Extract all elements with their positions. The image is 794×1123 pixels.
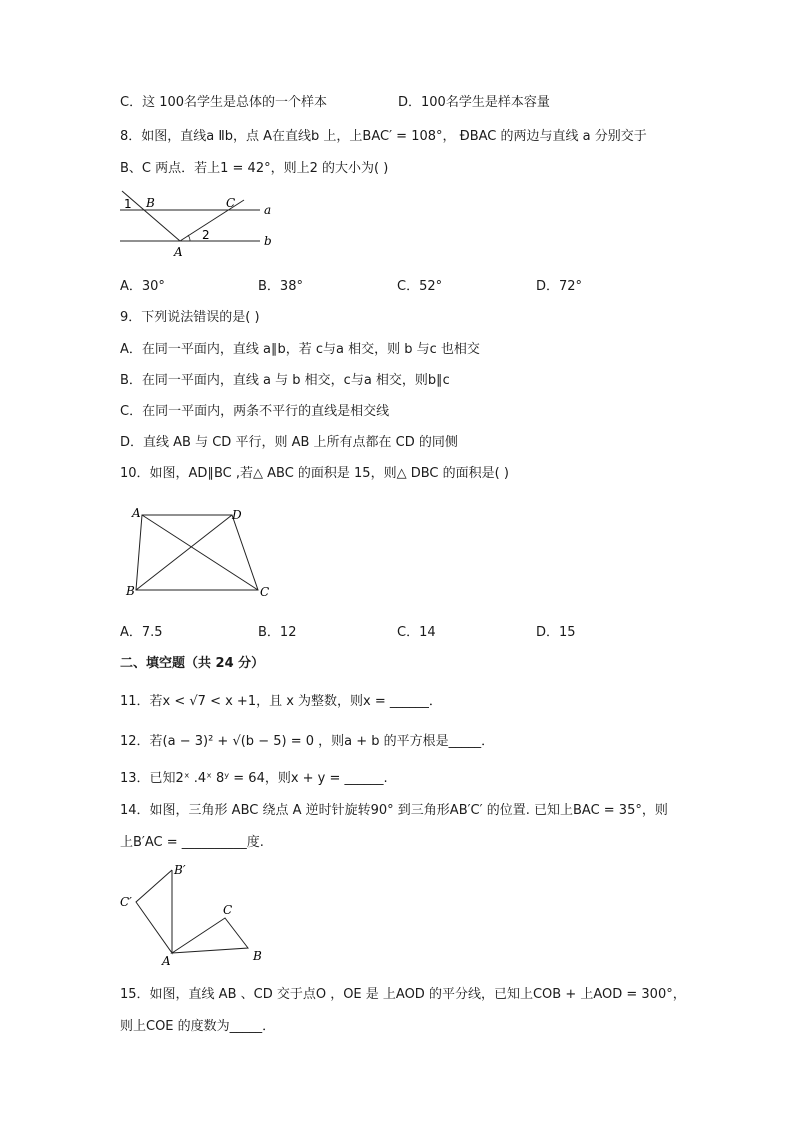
q8-option-b: B．38° [258,279,303,294]
q8-label-c: C [226,196,236,210]
q14-label-b-prime: B′ [174,863,186,877]
q8-option-d: D．72° [536,279,583,294]
q7-option-c: C．这 100名学生是总体的一个样本 [120,95,328,110]
q9-option-c: C．在同一平面内，两条不平行的直线是相交线 [120,404,390,419]
q14-label-b: B [253,949,262,963]
q8-option-c: C．52° [397,279,443,294]
q9-option-a: A．在同一平面内，直线 a∥b，若 c与a 相交，则 b 与c 也相交 [120,342,480,357]
q8-label-b: B [146,196,155,210]
q10-diagonal-ac [142,515,258,590]
q15-stem-line2: 则上COE 的度数为_____． [120,1019,276,1034]
q8-label-line-b: b [264,234,272,248]
q8-label-point-a: A [174,245,183,259]
q10-option-b: B．12 [258,625,297,640]
q14-stem-line2: 上B′AC = __________度. [120,835,264,850]
q12-stem: 12．若(a − 3)² + √(b − 5) = 0 ，则a + b 的平方根是_____． [120,734,495,749]
q9-stem: 9．下列说法错误的是( ) [120,310,260,325]
q10-option-a: A．7.5 [120,625,163,640]
q8-label-2: 2 [202,228,210,242]
q11-stem: 11．若x < √7 < x +1，且 x 为整数，则x = ______． [120,694,442,709]
q9-option-b: B．在同一平面内，直线 a 与 b 相交，c与a 相交，则b∥c [120,373,450,388]
q8-option-a: A．30° [120,279,165,294]
q10-label-d: D [232,508,242,522]
q7-option-d: D．100名学生是样本容量 [398,95,550,110]
q8-stem-line1: 8．如图，直线a Ⅱb，点 A在直线b 上，上BAC′ = 108°， ÐBAC 的两边与直线 a 分别交于 [120,129,647,144]
q10-option-c: C．14 [397,625,436,640]
q10-label-c: C [260,585,270,599]
q14-label-c: C [223,903,233,917]
q14-stem-line1: 14．如图，三角形 ABC 绕点 A 逆时针旋转90° 到三角形AB′C′ 的位置. 已知上BAC = 35°，则 [120,803,668,818]
q14-triangle-abc-prime [136,870,172,953]
q14-triangle-abc [172,918,248,953]
q8-angle2-arc [188,235,190,241]
q8-stem-line2: B、C 两点．若上1 = 42°，则上2 的大小为( ) [120,161,389,176]
q10-label-a: A [132,506,141,520]
q8-figure [112,188,282,260]
q8-label-1: 1 [124,197,132,211]
q14-label-a: A [162,954,171,968]
q14-label-c-prime: C′ [120,895,132,909]
q10-option-d: D．15 [536,625,576,640]
q9-option-d: D．直线 AB 与 CD 平行，则 AB 上所有点都在 CD 的同侧 [120,435,458,450]
q10-stem: 10．如图，AD∥BC ,若△ ABC 的面积是 15，则△ DBC 的面积是( ) [120,466,509,481]
q10-label-b: B [126,584,135,598]
q15-stem-line1: 15．如图，直线 AB 、CD 交于点O ，OE 是 上AOD 的平分线，已知上COB + 上AOD = 300°， [120,987,686,1002]
section-fill-in-title: 二、填空题（共 24 分） [120,656,265,671]
q10-diagonal-bd [136,515,232,590]
q8-label-line-a: a [264,203,272,217]
q13-stem: 13．已知2ˣ .4ˣ 8ʸ = 64，则x + y = ______. [120,771,388,786]
q10-figure [124,502,274,602]
q14-figure [116,862,276,968]
